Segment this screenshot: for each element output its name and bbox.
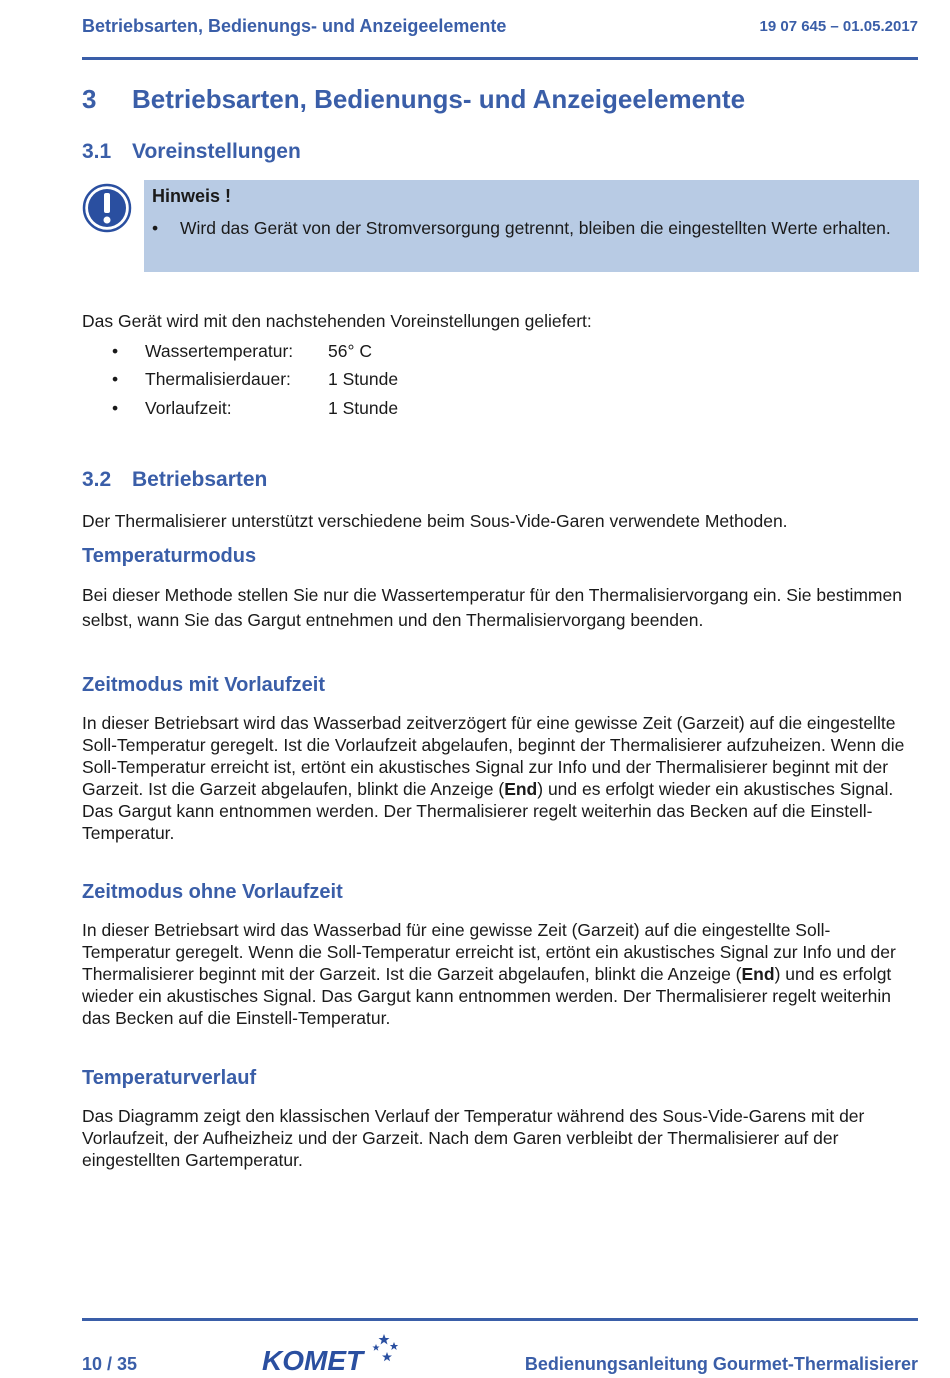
default-label: Vorlaufzeit: (145, 398, 232, 418)
section-heading-3-2 (82, 468, 267, 492)
note-text: Wird das Gerät von der Stromversorgung getrennt, bleiben die eingestellten Werte erhalten. (180, 218, 891, 238)
default-label: Wassertemperatur: (145, 341, 294, 361)
note-title: Hinweis ! (152, 186, 232, 206)
section-intro: Der Thermalisierer unterstützt verschiedene beim Sous-Vide-Garen verwendete Methoden. (82, 511, 788, 531)
page-header (82, 16, 918, 42)
end-display-label: End (504, 779, 538, 799)
mode-text: Bei dieser Methode stellen Sie nur die Wassertemperatur für den Thermalisiervorgang ein. Sie bestimmen selbst, wann Sie das Gargut entnehmen und den Thermalisiervorgang beenden. (82, 585, 902, 630)
section-title: Voreinstellungen (132, 140, 301, 163)
komet-logo (260, 1328, 400, 1376)
logo-text: KOMET (262, 1345, 364, 1376)
defaults-intro: Das Gerät wird mit den nachstehenden Voreinstellungen geliefert: (82, 311, 592, 331)
mode-heading: Temperaturmodus (82, 545, 257, 567)
page-number: 10 / 35 (82, 1354, 138, 1374)
chapter-heading (82, 84, 745, 115)
mode-heading: Zeitmodus mit Vorlaufzeit (82, 674, 325, 696)
end-display-label: End (741, 964, 775, 984)
section-number: 3.1 (82, 140, 112, 163)
default-value: 1 Stunde (328, 369, 399, 389)
section-number: 3.2 (82, 468, 112, 491)
mode-heading: Temperaturverlauf (82, 1067, 257, 1089)
header-doc-ref: 19 07 645 – 01.05.2017 (759, 18, 918, 35)
note-box (144, 180, 919, 272)
header-title: Betriebsarten, Bedienungs- und Anzeigeelemente (82, 16, 507, 36)
mode-text: In dieser Betriebsart wird das Wasserbad zeitverzögert für eine gewisse Zeit (Garzeit) auf die eingestellte Soll-Temperatur geregelt. Ist die Vorlaufzeit abgelaufen, beginnt der Thermalisierer aufzuheizen. Wenn die Soll-Temperatur erreicht ist, ertönt ein akustisches Signal zur Info und der Thermalisierer beginnt mit der Garzeit. Ist die Garzeit abgelaufen, blinkt die Anzeige (End) und es erfolgt wieder ein akustisches Signal. Das Gargut kann entnommen werden. Der Thermalisierer regelt weiterhin das Becken auf die Einstell-Temperatur. (82, 713, 905, 843)
chapter-title: Betriebsarten, Bedienungs- und Anzeigeelemente (132, 84, 746, 114)
mode-heading: Zeitmodus ohne Vorlaufzeit (82, 881, 343, 903)
chapter-number: 3 (82, 84, 97, 114)
section-heading-3-1 (82, 140, 301, 164)
mode-text: In dieser Betriebsart wird das Wasserbad für eine gewisse Zeit (Garzeit) auf die eingestellte Soll-Temperatur geregelt. Wenn die Soll-Temperatur erreicht ist, ertönt ein akustisches Signal zur Info und der Thermalisierer beginnt mit der Garzeit. Ist die Garzeit abgelaufen, blinkt die Anzeige (End) und es erfolgt wieder ein akustisches Signal. Das Gargut kann entnommen werden. Der Thermalisierer regelt weiterhin das Becken auf die Einstell-Temperatur. (82, 920, 896, 1028)
default-value: 56° C (328, 341, 372, 361)
footer-title: Bedienungsanleitung Gourmet-Thermalisierer (524, 1354, 918, 1374)
section-title: Betriebsarten (132, 468, 268, 491)
header-rule (82, 57, 918, 60)
note-bullet-marker: • (152, 218, 159, 238)
default-label: Thermalisierdauer: (145, 369, 291, 389)
exclamation-icon (82, 183, 132, 233)
footer-rule (82, 1318, 918, 1321)
mode-text: Das Diagramm zeigt den klassischen Verlauf der Temperatur während des Sous-Vide-Garens mit der Vorlaufzeit, der Aufheizheiz und der Garzeit. Nach dem Garen verbleibt der Thermalisierer auf der eingestellten Gartemperatur. (82, 1106, 865, 1170)
default-value: 1 Stunde (328, 398, 399, 418)
